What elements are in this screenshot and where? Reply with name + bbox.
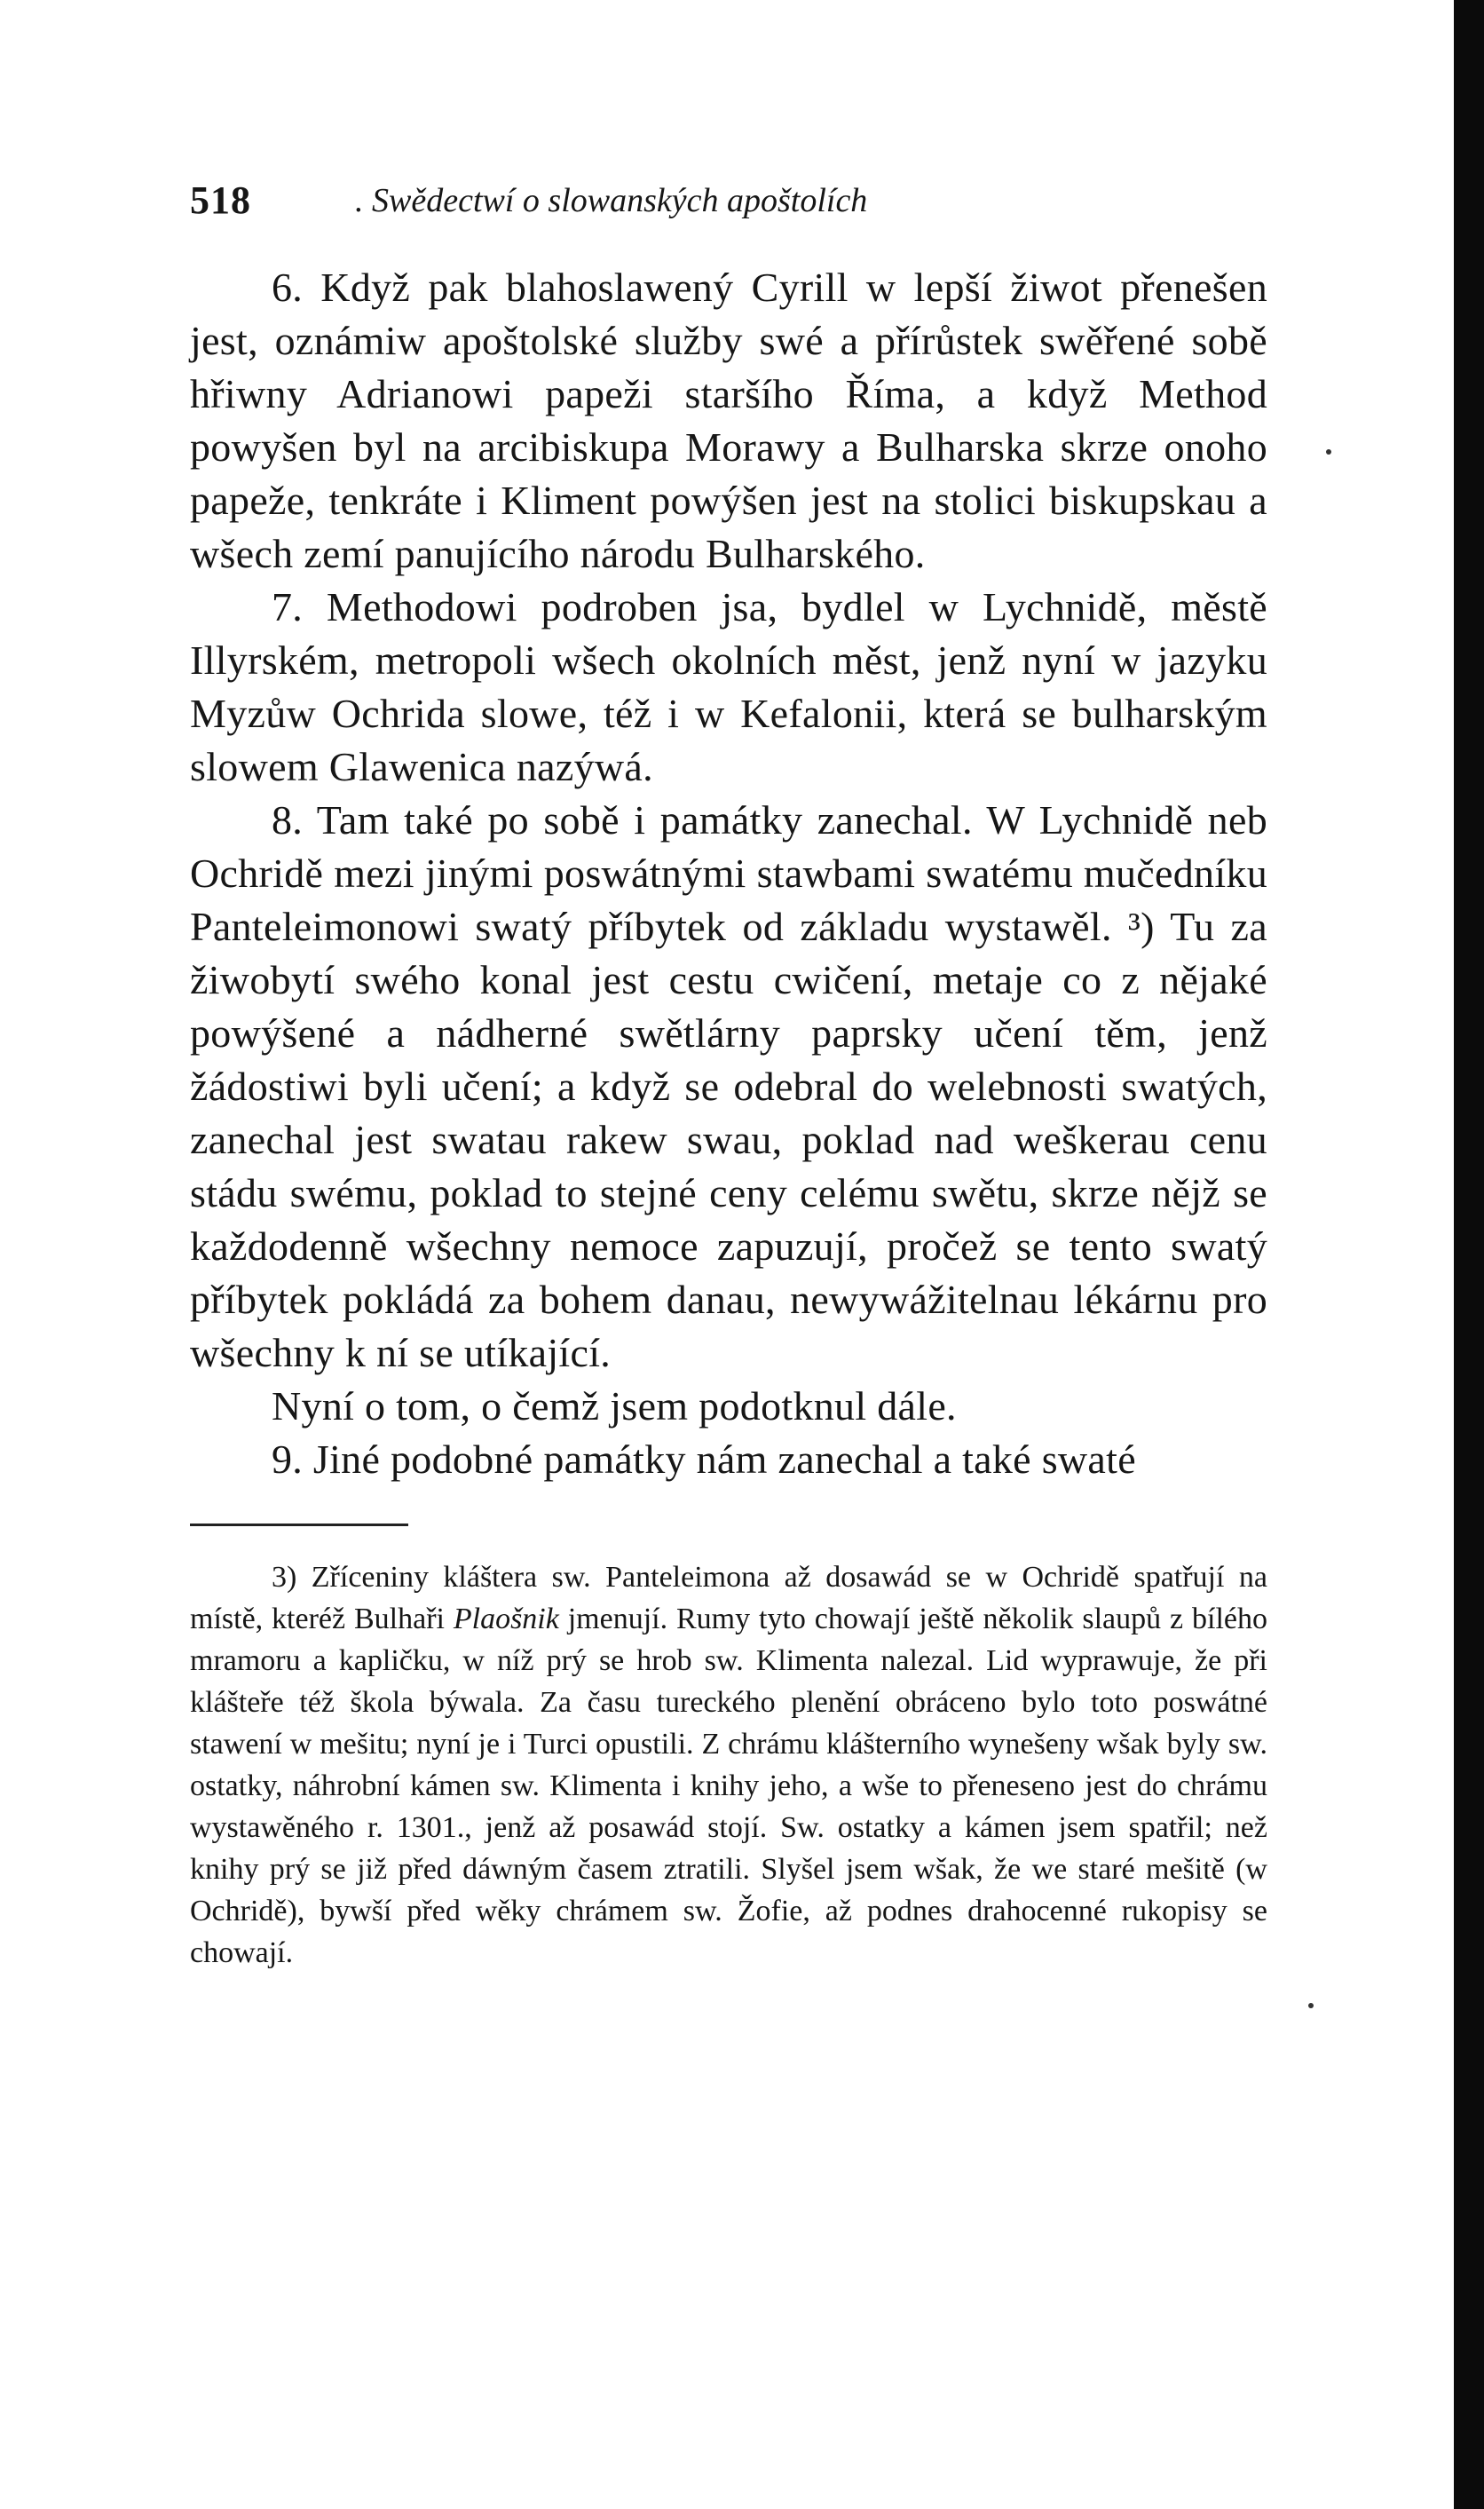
footnote-rule [190,1524,408,1526]
footnote-text-start: 3) Zříceniny kláštera sw. Panteleimona až dosawád se w Ochridě spatřují na místě, kteréž Bulhaři [190,1561,1267,1635]
footnote-3 [190,1556,1267,1974]
scan-speck [1326,449,1331,455]
scan-border [1454,0,1484,2509]
footnote-text-end: jmenují. Rumy tyto chowají ještě několik slaupů z bílého mramoru a kapličku, w níž prý se hrob sw. Klimenta nalezal. Lid wyprawuje, že při klášteře též škola býwala. Za času tureckého plenění obráceno bylo toto poswátné stawení w mešitu; nyní je i Turci opustili. Z chrámu klášterního wynešeny wšak byly sw. ostatky, náhrobní kámen sw. Klimenta i knihy jeho, a wše to přeneseno jest do chrámu wystawěného r. 1301., jenž až posawád stojí. Sw. ostatky a kámen jsem spatřil; než knihy prý se již před dáwným časem ztratili. Slyšel jsem wšak, že we staré mešitě (w Ochridě), bywší před wěky chrámem sw. Žofie, až podnes drahocenné rukopisy se chowají. [190,1603,1267,1969]
paragraph-transition: Nyní o tom, o čemž jsem podotknul dále. [272,1383,957,1429]
paragraph-7: 7. Methodowi podroben jsa, bydlel w Lychnidě, městě Illyrském, metropoli wšech okolních měst, jenž nyní w jazyku Myzůw Ochrida slowe, též i w Kefalonii, která se bulharským slowem Glawenica nazýwá. [190,584,1267,789]
running-title: . Swědectwí o slowanských apoštolích [355,182,868,219]
page-number: 518 [190,178,251,222]
paragraph-8: 8. Tam také po sobě i památky zanechal. W Lychnidě neb Ochridě mezi jinými poswátnými stawbami swatému mučedníku Panteleimonowi swatý příbytek od základu wystawěl. ³) Tu za žiwobytí swého konal jest cestu cwičení, metaje co z nějaké powýšené a nádherné swětlárny paprsky učení těm, jenž žádostiwi byli učení; a když se odebral do welebnosti swatých, zanechal jest swatau rakew swau, poklad nad weškerau cenu stádu swému, poklad to stejné ceny celému swětu, skrze nějž se každodenně wšechny nemoce zapuzují, pročež se tento swatý příbytek pokládá za bohem danau, newywážitelnau lékárnu pro wšechny k ní se utíkající. [190,797,1267,1375]
scan-speck [1308,2003,1314,2008]
running-head [190,178,1267,240]
footnote-italic-term: Plaošnik [453,1603,559,1635]
main-text [190,261,1267,1486]
book-page [190,178,1267,1974]
paragraph-6: 6. Když pak blahoslawený Cyrill w lepší žiwot přenešen jest, oznámiw apoštolské služby swé a přírůstek swěřené sobě hřiwny Adrianowi papeži staršího Říma, a když Method powyšen byl na arcibiskupa Morawy a Bulharska skrze onoho papeže, tenkráte i Kliment powýšen jest na stolici biskupskau a wšech zemí panujícího národu Bulharského. [190,265,1267,576]
paragraph-9: 9. Jiné podobné památky nám zanechal a také swaté [272,1437,1136,1482]
